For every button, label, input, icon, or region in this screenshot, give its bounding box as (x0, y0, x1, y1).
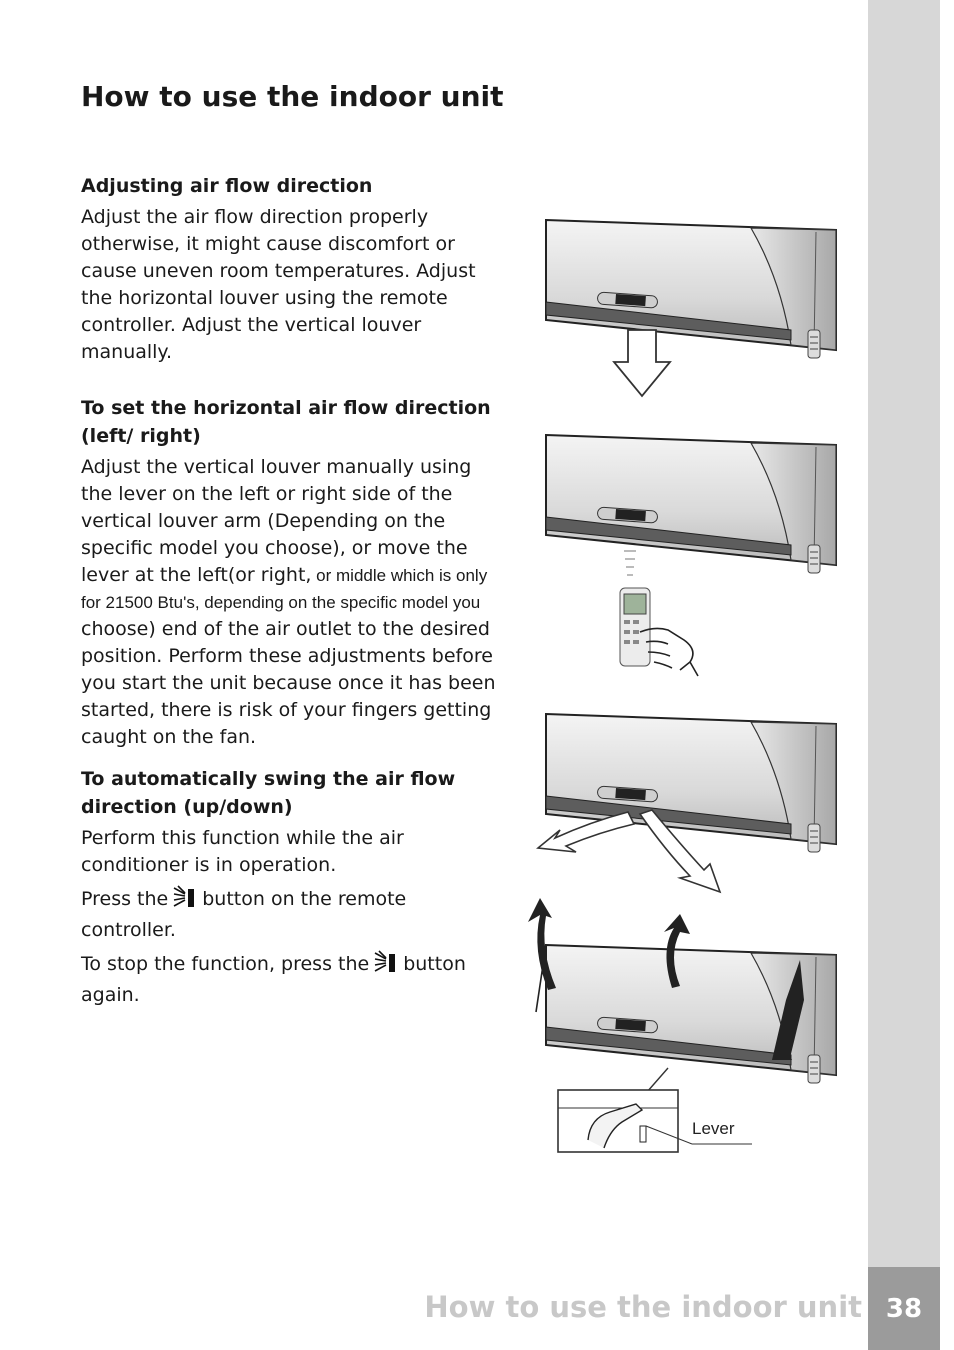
paragraph-text: Adjust the vertical louver manually using the lever on the left or right side of the vertical louver arm (Depending on the specific model you choose), or move the lever at the left(or right, (81, 456, 472, 586)
paragraph-text: choose) end of the air outlet to the desired position. Perform these adjustments before you start the unit because once it has been started, there is risk of your fingers getting caught on the fan. (81, 618, 496, 748)
section-paragraph: Adjust the air flow direction properly otherwise, it might cause discomfort or cause uneven room temperatures. Adjust the horizontal louver using the remote controller. Adjust the vertical louver manually. (81, 206, 476, 363)
unit-figure-2 (546, 435, 836, 676)
section-heading: To automatically swing the air flow direction (up/down) (81, 768, 456, 818)
unit-figure-3 (538, 714, 836, 892)
section-heading: To set the horizontal air flow direction (left/ right) (81, 397, 491, 447)
down-arrow-icon (614, 330, 670, 396)
unit-figure-4 (528, 898, 836, 1083)
press-swing-instruction: Press the button on the remote controller. (81, 885, 501, 944)
section-paragraph: Perform this function while the air conditioner is in operation. (81, 827, 404, 876)
footer-title: How to use the indoor unit (424, 1290, 862, 1324)
page-number: 38 (868, 1267, 940, 1350)
stop-swing-instruction: To stop the function, press the button again. (81, 950, 501, 1009)
section-heading: Adjusting air flow direction (81, 175, 373, 197)
lever-inset (558, 1068, 752, 1152)
lever-label: Lever (692, 1119, 735, 1138)
paragraph-note: or middle which is only for 21500 Btu's, depending on the specific model you (81, 566, 488, 612)
page-title: How to use the indoor unit (81, 80, 504, 113)
remote-controller-icon (620, 551, 650, 666)
unit-figure-1 (546, 220, 836, 396)
